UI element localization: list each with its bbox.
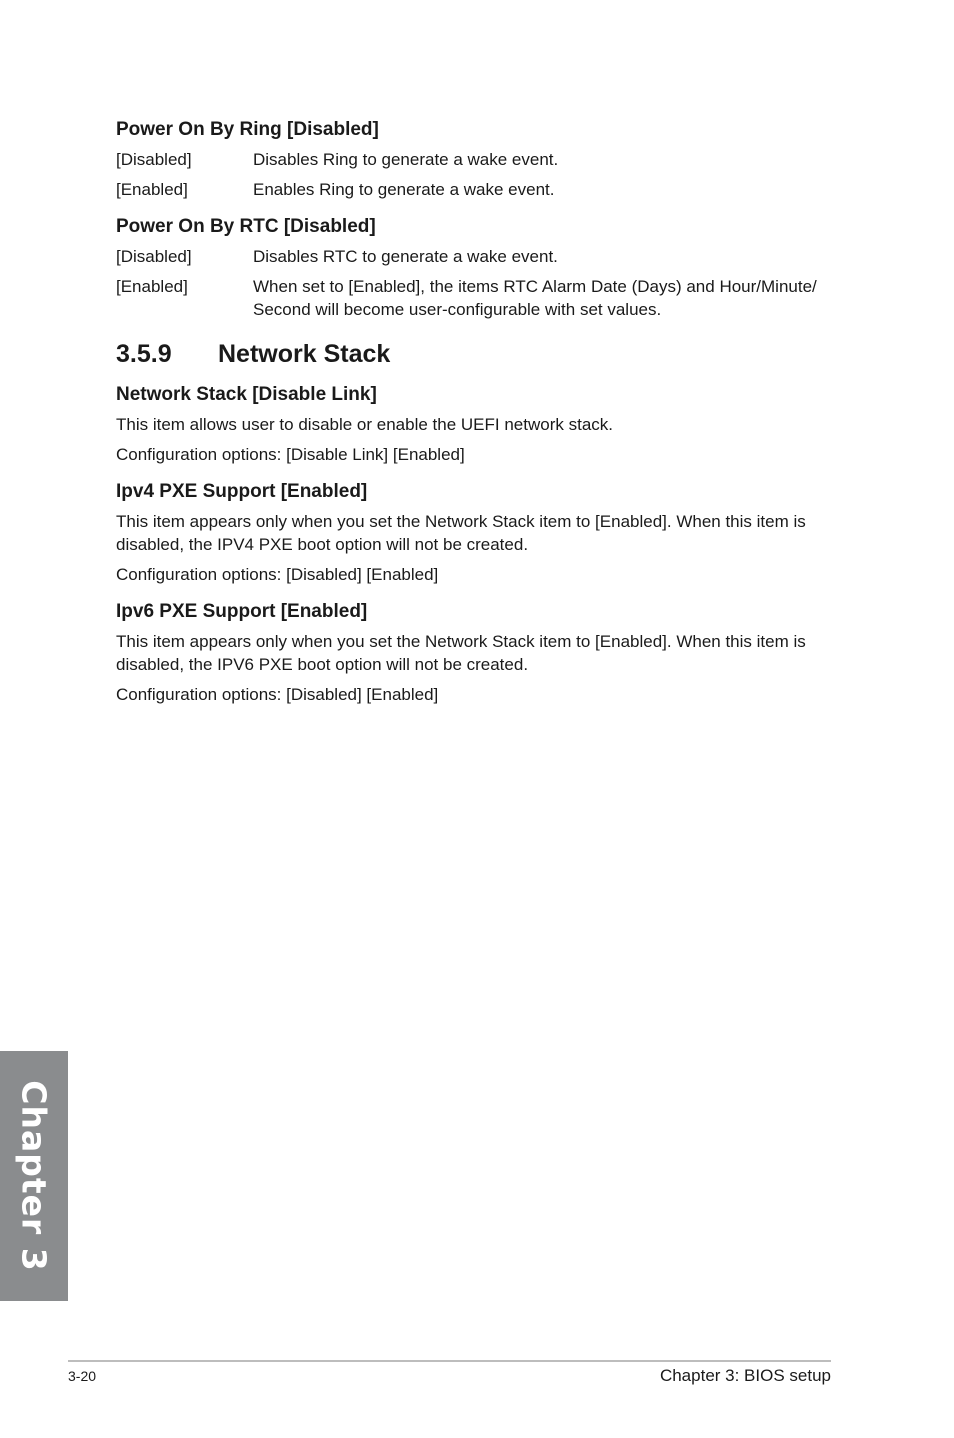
footer-page-number: 3-20 [68, 1368, 97, 1384]
network-stack-options: Configuration options: [Disable Link] [Enabled] [116, 445, 465, 464]
option-key: [Disabled] [116, 247, 192, 266]
chapter-tab [0, 1051, 68, 1301]
ipv4-options: Configuration options: [Disabled] [Enabled] [116, 565, 439, 584]
chapter-tab-label: Chapter 3 [14, 1080, 54, 1272]
option-key: [Disabled] [116, 150, 192, 169]
ipv6-desc: This item appears only when you set the Network Stack item to [Enabled]. When this item is disabled, the IPV6 PXE boot option will not be created. [116, 632, 806, 674]
ipv4-heading: Ipv4 PXE Support [Enabled] [116, 481, 368, 502]
rtc-heading: Power On By RTC [Disabled] [116, 216, 376, 237]
option-value: When set to [Enabled], the items RTC Alarm Date (Days) and Hour/Minute/ Second will become user-configurable with set values. [253, 277, 817, 319]
ring-heading: Power On By Ring [Disabled] [116, 119, 379, 140]
option-row [116, 245, 832, 268]
option-row [116, 178, 832, 201]
section-title: Network Stack [218, 340, 391, 368]
footer-chapter-title: Chapter 3: BIOS setup [659, 1366, 831, 1385]
ipv6-options: Configuration options: [Disabled] [Enabled] [116, 685, 439, 704]
option-row [116, 148, 832, 171]
network-stack-heading: Network Stack [Disable Link] [116, 384, 377, 405]
option-value: Disables RTC to generate a wake event. [253, 247, 558, 266]
option-key: [Enabled] [116, 277, 188, 296]
network-stack-desc: This item allows user to disable or enable the UEFI network stack. [116, 415, 613, 434]
ipv4-desc: This item appears only when you set the Network Stack item to [Enabled]. When this item is disabled, the IPV4 PXE boot option will not be created. [116, 512, 806, 554]
document-body [116, 118, 832, 713]
option-row [116, 275, 832, 321]
option-key: [Enabled] [116, 180, 188, 199]
option-value: Disables Ring to generate a wake event. [253, 150, 559, 169]
ipv6-heading: Ipv6 PXE Support [Enabled] [116, 601, 368, 622]
option-value: Enables Ring to generate a wake event. [253, 180, 555, 199]
section-heading [116, 339, 832, 369]
footer-divider [68, 1360, 831, 1362]
section-number: 3.5.9 [116, 340, 172, 368]
